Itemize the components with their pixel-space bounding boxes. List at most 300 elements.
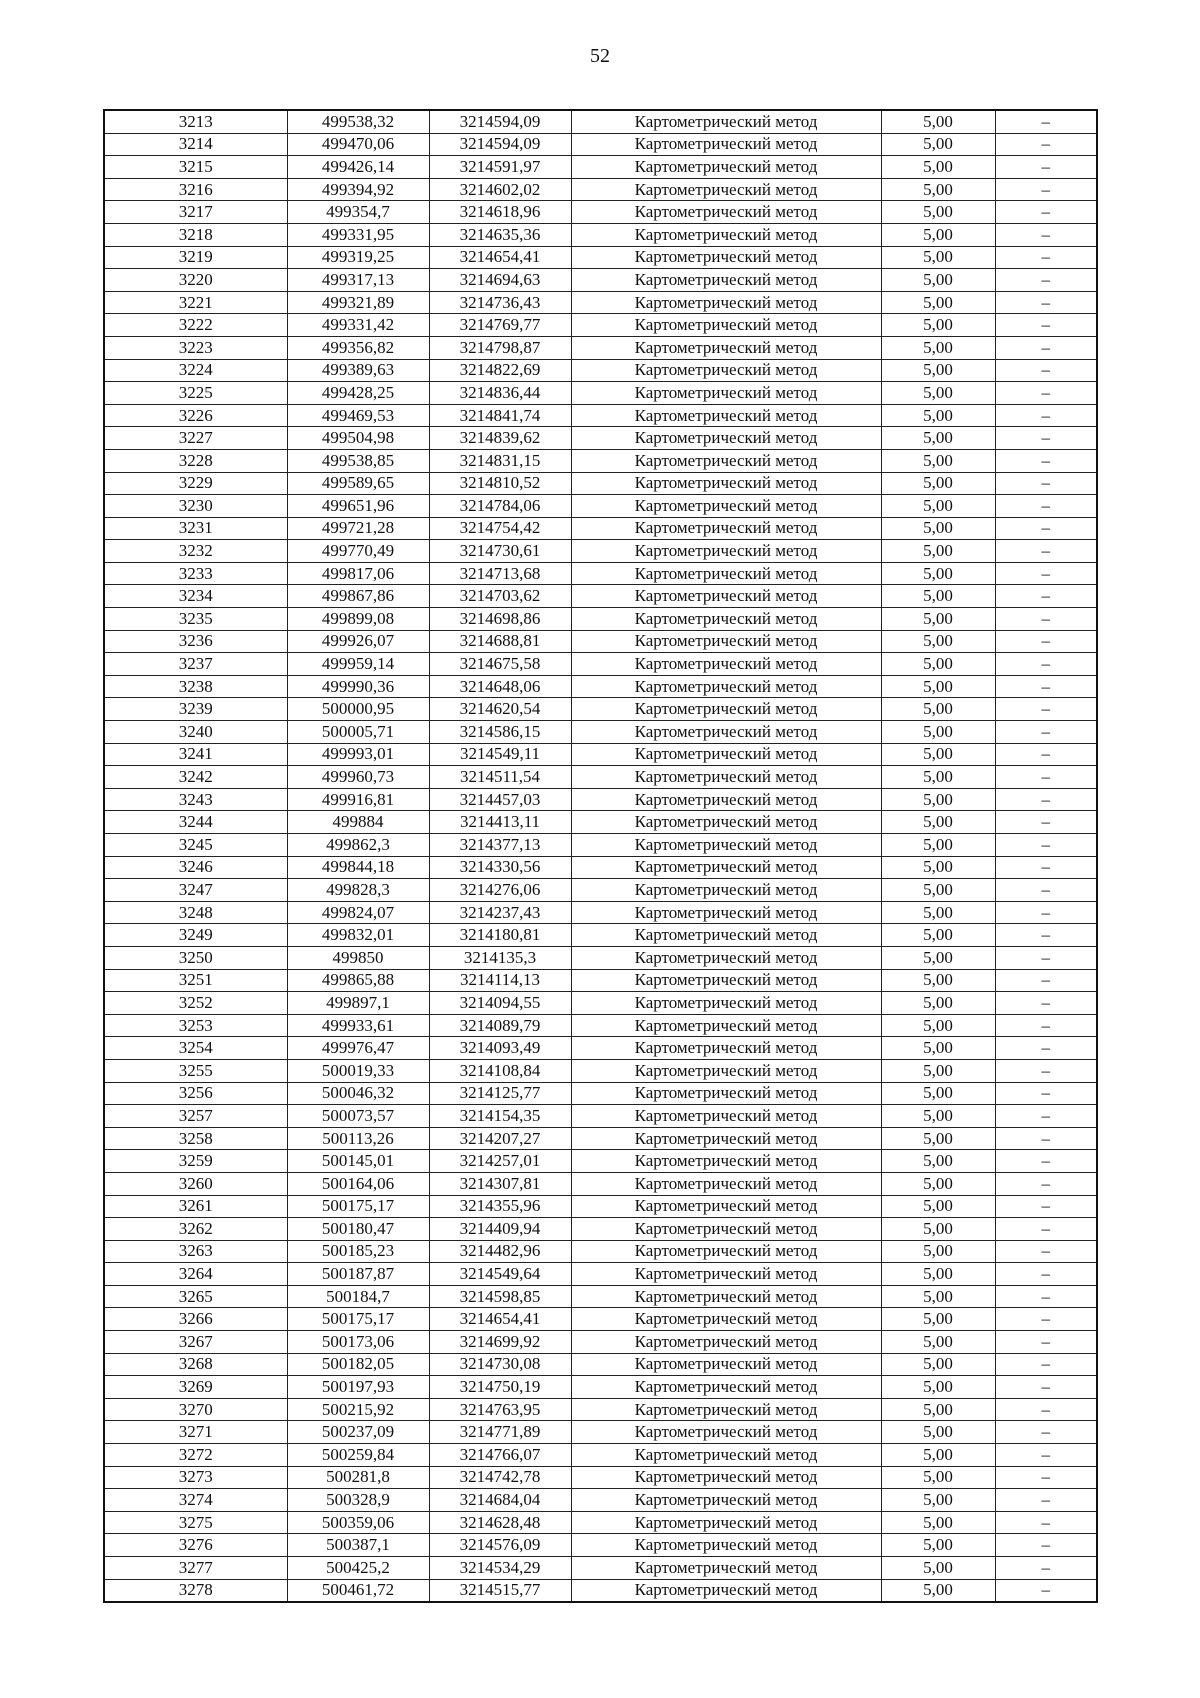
y-coordinate-cell: 3214237,43 — [429, 901, 571, 924]
method-cell: Картометрический метод — [571, 901, 881, 924]
error-cell: 5,00 — [881, 924, 995, 947]
method-cell: Картометрический метод — [571, 246, 881, 269]
error-cell: 5,00 — [881, 721, 995, 744]
note-cell: – — [995, 879, 1097, 902]
x-coordinate-cell: 499319,25 — [287, 246, 429, 269]
note-cell: – — [995, 1218, 1097, 1241]
table-row — [104, 675, 1097, 698]
y-coordinate-cell: 3214180,81 — [429, 924, 571, 947]
table-row — [104, 314, 1097, 337]
error-cell: 5,00 — [881, 1466, 995, 1489]
error-cell: 5,00 — [881, 178, 995, 201]
y-coordinate-cell: 3214798,87 — [429, 336, 571, 359]
method-cell: Картометрический метод — [571, 110, 881, 133]
table-row — [104, 404, 1097, 427]
note-cell: – — [995, 562, 1097, 585]
point-number-cell: 3223 — [104, 336, 287, 359]
error-cell: 5,00 — [881, 404, 995, 427]
y-coordinate-cell: 3214766,07 — [429, 1444, 571, 1467]
x-coordinate-cell: 499331,95 — [287, 223, 429, 246]
error-cell: 5,00 — [881, 1489, 995, 1512]
x-coordinate-cell: 500359,06 — [287, 1511, 429, 1534]
point-number-cell: 3231 — [104, 517, 287, 540]
y-coordinate-cell: 3214736,43 — [429, 291, 571, 314]
table-row — [104, 1308, 1097, 1331]
method-cell: Картометрический метод — [571, 472, 881, 495]
point-number-cell: 3249 — [104, 924, 287, 947]
note-cell: – — [995, 924, 1097, 947]
y-coordinate-cell: 3214355,96 — [429, 1195, 571, 1218]
point-number-cell: 3234 — [104, 585, 287, 608]
y-coordinate-cell: 3214742,78 — [429, 1466, 571, 1489]
note-cell: – — [995, 1421, 1097, 1444]
y-coordinate-cell: 3214836,44 — [429, 382, 571, 405]
table-row — [104, 1534, 1097, 1557]
note-cell: – — [995, 1037, 1097, 1060]
y-coordinate-cell: 3214654,41 — [429, 246, 571, 269]
method-cell: Картометрический метод — [571, 1127, 881, 1150]
y-coordinate-cell: 3214694,63 — [429, 269, 571, 292]
method-cell: Картометрический метод — [571, 879, 881, 902]
y-coordinate-cell: 3214549,11 — [429, 743, 571, 766]
table-row — [104, 495, 1097, 518]
point-number-cell: 3217 — [104, 201, 287, 224]
x-coordinate-cell: 499850 — [287, 946, 429, 969]
y-coordinate-cell: 3214784,06 — [429, 495, 571, 518]
y-coordinate-cell: 3214750,19 — [429, 1376, 571, 1399]
x-coordinate-cell: 499470,06 — [287, 133, 429, 156]
point-number-cell: 3227 — [104, 427, 287, 450]
note-cell: – — [995, 969, 1097, 992]
point-number-cell: 3244 — [104, 811, 287, 834]
error-cell: 5,00 — [881, 879, 995, 902]
x-coordinate-cell: 500185,23 — [287, 1240, 429, 1263]
error-cell: 5,00 — [881, 1376, 995, 1399]
point-number-cell: 3245 — [104, 834, 287, 857]
note-cell: – — [995, 404, 1097, 427]
point-number-cell: 3236 — [104, 630, 287, 653]
x-coordinate-cell: 500197,93 — [287, 1376, 429, 1399]
error-cell: 5,00 — [881, 1014, 995, 1037]
error-cell: 5,00 — [881, 946, 995, 969]
method-cell: Картометрический метод — [571, 1511, 881, 1534]
y-coordinate-cell: 3214654,41 — [429, 1308, 571, 1331]
method-cell: Картометрический метод — [571, 675, 881, 698]
y-coordinate-cell: 3214730,08 — [429, 1353, 571, 1376]
x-coordinate-cell: 499817,06 — [287, 562, 429, 585]
method-cell: Картометрический метод — [571, 1037, 881, 1060]
method-cell: Картометрический метод — [571, 336, 881, 359]
x-coordinate-cell: 499959,14 — [287, 653, 429, 676]
error-cell: 5,00 — [881, 495, 995, 518]
note-cell: – — [995, 608, 1097, 631]
table-row — [104, 1331, 1097, 1354]
point-number-cell: 3252 — [104, 992, 287, 1015]
method-cell: Картометрический метод — [571, 427, 881, 450]
point-number-cell: 3226 — [104, 404, 287, 427]
error-cell: 5,00 — [881, 1444, 995, 1467]
point-number-cell: 3257 — [104, 1105, 287, 1128]
note-cell: – — [995, 856, 1097, 879]
method-cell: Картометрический метод — [571, 992, 881, 1015]
error-cell: 5,00 — [881, 1150, 995, 1173]
point-number-cell: 3239 — [104, 698, 287, 721]
method-cell: Картометрический метод — [571, 834, 881, 857]
method-cell: Картометрический метод — [571, 946, 881, 969]
point-number-cell: 3276 — [104, 1534, 287, 1557]
method-cell: Картометрический метод — [571, 269, 881, 292]
error-cell: 5,00 — [881, 653, 995, 676]
table-row — [104, 1105, 1097, 1128]
method-cell: Картометрический метод — [571, 1579, 881, 1602]
error-cell: 5,00 — [881, 1285, 995, 1308]
x-coordinate-cell: 499356,82 — [287, 336, 429, 359]
y-coordinate-cell: 3214648,06 — [429, 675, 571, 698]
x-coordinate-cell: 499504,98 — [287, 427, 429, 450]
method-cell: Картометрический метод — [571, 1534, 881, 1557]
error-cell: 5,00 — [881, 1059, 995, 1082]
error-cell: 5,00 — [881, 585, 995, 608]
x-coordinate-cell: 500005,71 — [287, 721, 429, 744]
note-cell: – — [995, 1127, 1097, 1150]
point-number-cell: 3232 — [104, 540, 287, 563]
error-cell: 5,00 — [881, 540, 995, 563]
x-coordinate-cell: 500425,2 — [287, 1557, 429, 1580]
table-row — [104, 1059, 1097, 1082]
table-row — [104, 291, 1097, 314]
y-coordinate-cell: 3214511,54 — [429, 766, 571, 789]
x-coordinate-cell: 500259,84 — [287, 1444, 429, 1467]
y-coordinate-cell: 3214534,29 — [429, 1557, 571, 1580]
table-row — [104, 1285, 1097, 1308]
error-cell: 5,00 — [881, 1037, 995, 1060]
table-row — [104, 1082, 1097, 1105]
x-coordinate-cell: 500173,06 — [287, 1331, 429, 1354]
y-coordinate-cell: 3214576,09 — [429, 1534, 571, 1557]
error-cell: 5,00 — [881, 223, 995, 246]
note-cell: – — [995, 766, 1097, 789]
y-coordinate-cell: 3214413,11 — [429, 811, 571, 834]
y-coordinate-cell: 3214713,68 — [429, 562, 571, 585]
point-number-cell: 3243 — [104, 788, 287, 811]
method-cell: Картометрический метод — [571, 1376, 881, 1399]
note-cell: – — [995, 336, 1097, 359]
table-row — [104, 1557, 1097, 1580]
error-cell: 5,00 — [881, 269, 995, 292]
note-cell: – — [995, 743, 1097, 766]
table-row — [104, 946, 1097, 969]
point-number-cell: 3221 — [104, 291, 287, 314]
error-cell: 5,00 — [881, 1398, 995, 1421]
x-coordinate-cell: 499865,88 — [287, 969, 429, 992]
x-coordinate-cell: 499828,3 — [287, 879, 429, 902]
table-row — [104, 1218, 1097, 1241]
point-number-cell: 3275 — [104, 1511, 287, 1534]
point-number-cell: 3242 — [104, 766, 287, 789]
table-row — [104, 585, 1097, 608]
point-number-cell: 3270 — [104, 1398, 287, 1421]
x-coordinate-cell: 499867,86 — [287, 585, 429, 608]
x-coordinate-cell: 499469,53 — [287, 404, 429, 427]
table-row — [104, 1444, 1097, 1467]
point-number-cell: 3261 — [104, 1195, 287, 1218]
table-row — [104, 698, 1097, 721]
y-coordinate-cell: 3214089,79 — [429, 1014, 571, 1037]
method-cell: Картометрический метод — [571, 1059, 881, 1082]
method-cell: Картометрический метод — [571, 1240, 881, 1263]
error-cell: 5,00 — [881, 336, 995, 359]
method-cell: Картометрический метод — [571, 178, 881, 201]
point-number-cell: 3224 — [104, 359, 287, 382]
table-row — [104, 449, 1097, 472]
note-cell: – — [995, 1082, 1097, 1105]
error-cell: 5,00 — [881, 156, 995, 179]
y-coordinate-cell: 3214457,03 — [429, 788, 571, 811]
error-cell: 5,00 — [881, 608, 995, 631]
x-coordinate-cell: 500113,26 — [287, 1127, 429, 1150]
point-number-cell: 3230 — [104, 495, 287, 518]
point-number-cell: 3218 — [104, 223, 287, 246]
point-number-cell: 3216 — [104, 178, 287, 201]
point-number-cell: 3258 — [104, 1127, 287, 1150]
method-cell: Картометрический метод — [571, 223, 881, 246]
y-coordinate-cell: 3214771,89 — [429, 1421, 571, 1444]
error-cell: 5,00 — [881, 1240, 995, 1263]
method-cell: Картометрический метод — [571, 1466, 881, 1489]
method-cell: Картометрический метод — [571, 1263, 881, 1286]
note-cell: – — [995, 110, 1097, 133]
error-cell: 5,00 — [881, 698, 995, 721]
note-cell: – — [995, 1579, 1097, 1602]
error-cell: 5,00 — [881, 133, 995, 156]
method-cell: Картометрический метод — [571, 359, 881, 382]
error-cell: 5,00 — [881, 201, 995, 224]
error-cell: 5,00 — [881, 675, 995, 698]
note-cell: – — [995, 811, 1097, 834]
y-coordinate-cell: 3214763,95 — [429, 1398, 571, 1421]
method-cell: Картометрический метод — [571, 766, 881, 789]
point-number-cell: 3267 — [104, 1331, 287, 1354]
note-cell: – — [995, 1014, 1097, 1037]
y-coordinate-cell: 3214108,84 — [429, 1059, 571, 1082]
table-row — [104, 472, 1097, 495]
point-number-cell: 3256 — [104, 1082, 287, 1105]
y-coordinate-cell: 3214688,81 — [429, 630, 571, 653]
table-row — [104, 1398, 1097, 1421]
error-cell: 5,00 — [881, 1331, 995, 1354]
y-coordinate-cell: 3214594,09 — [429, 133, 571, 156]
x-coordinate-cell: 500175,17 — [287, 1195, 429, 1218]
error-cell: 5,00 — [881, 788, 995, 811]
y-coordinate-cell: 3214207,27 — [429, 1127, 571, 1150]
y-coordinate-cell: 3214675,58 — [429, 653, 571, 676]
error-cell: 5,00 — [881, 1195, 995, 1218]
note-cell: – — [995, 585, 1097, 608]
point-number-cell: 3254 — [104, 1037, 287, 1060]
point-number-cell: 3264 — [104, 1263, 287, 1286]
note-cell: – — [995, 1466, 1097, 1489]
method-cell: Картометрический метод — [571, 1285, 881, 1308]
x-coordinate-cell: 499960,73 — [287, 766, 429, 789]
table-row — [104, 517, 1097, 540]
x-coordinate-cell: 499394,92 — [287, 178, 429, 201]
note-cell: – — [995, 946, 1097, 969]
x-coordinate-cell: 500184,7 — [287, 1285, 429, 1308]
point-number-cell: 3250 — [104, 946, 287, 969]
table-row — [104, 427, 1097, 450]
point-number-cell: 3247 — [104, 879, 287, 902]
y-coordinate-cell: 3214810,52 — [429, 472, 571, 495]
table-row — [104, 811, 1097, 834]
note-cell: – — [995, 653, 1097, 676]
x-coordinate-cell: 499770,49 — [287, 540, 429, 563]
table-row — [104, 1172, 1097, 1195]
error-cell: 5,00 — [881, 1557, 995, 1580]
method-cell: Картометрический метод — [571, 1172, 881, 1195]
table-row — [104, 540, 1097, 563]
y-coordinate-cell: 3214769,77 — [429, 314, 571, 337]
table-row — [104, 969, 1097, 992]
table-row — [104, 269, 1097, 292]
method-cell: Картометрический метод — [571, 608, 881, 631]
error-cell: 5,00 — [881, 291, 995, 314]
y-coordinate-cell: 3214628,48 — [429, 1511, 571, 1534]
point-number-cell: 3246 — [104, 856, 287, 879]
table-row — [104, 359, 1097, 382]
point-number-cell: 3222 — [104, 314, 287, 337]
note-cell: – — [995, 201, 1097, 224]
method-cell: Картометрический метод — [571, 404, 881, 427]
point-number-cell: 3225 — [104, 382, 287, 405]
x-coordinate-cell: 500237,09 — [287, 1421, 429, 1444]
error-cell: 5,00 — [881, 1263, 995, 1286]
table-row — [104, 788, 1097, 811]
error-cell: 5,00 — [881, 246, 995, 269]
y-coordinate-cell: 3214831,15 — [429, 449, 571, 472]
x-coordinate-cell: 499976,47 — [287, 1037, 429, 1060]
error-cell: 5,00 — [881, 110, 995, 133]
x-coordinate-cell: 500175,17 — [287, 1308, 429, 1331]
error-cell: 5,00 — [881, 811, 995, 834]
method-cell: Картометрический метод — [571, 630, 881, 653]
table-row — [104, 630, 1097, 653]
table-row — [104, 336, 1097, 359]
table-row — [104, 110, 1097, 133]
y-coordinate-cell: 3214635,36 — [429, 223, 571, 246]
table-row — [104, 924, 1097, 947]
table-row — [104, 608, 1097, 631]
x-coordinate-cell: 499589,65 — [287, 472, 429, 495]
error-cell: 5,00 — [881, 856, 995, 879]
method-cell: Картометрический метод — [571, 1421, 881, 1444]
note-cell: – — [995, 698, 1097, 721]
x-coordinate-cell: 500000,95 — [287, 698, 429, 721]
x-coordinate-cell: 500281,8 — [287, 1466, 429, 1489]
point-number-cell: 3255 — [104, 1059, 287, 1082]
method-cell: Картометрический метод — [571, 856, 881, 879]
point-number-cell: 3269 — [104, 1376, 287, 1399]
x-coordinate-cell: 499721,28 — [287, 517, 429, 540]
table-row — [104, 133, 1097, 156]
y-coordinate-cell: 3214114,13 — [429, 969, 571, 992]
point-number-cell: 3265 — [104, 1285, 287, 1308]
note-cell: – — [995, 517, 1097, 540]
method-cell: Картометрический метод — [571, 969, 881, 992]
y-coordinate-cell: 3214602,02 — [429, 178, 571, 201]
x-coordinate-cell: 499824,07 — [287, 901, 429, 924]
error-cell: 5,00 — [881, 1105, 995, 1128]
point-number-cell: 3263 — [104, 1240, 287, 1263]
table-row — [104, 1240, 1097, 1263]
method-cell: Картометрический метод — [571, 1150, 881, 1173]
y-coordinate-cell: 3214125,77 — [429, 1082, 571, 1105]
y-coordinate-cell: 3214135,3 — [429, 946, 571, 969]
point-number-cell: 3233 — [104, 562, 287, 585]
x-coordinate-cell: 500387,1 — [287, 1534, 429, 1557]
y-coordinate-cell: 3214754,42 — [429, 517, 571, 540]
y-coordinate-cell: 3214591,97 — [429, 156, 571, 179]
point-number-cell: 3215 — [104, 156, 287, 179]
point-number-cell: 3253 — [104, 1014, 287, 1037]
y-coordinate-cell: 3214409,94 — [429, 1218, 571, 1241]
note-cell: – — [995, 246, 1097, 269]
y-coordinate-cell: 3214307,81 — [429, 1172, 571, 1195]
table-row — [104, 562, 1097, 585]
y-coordinate-cell: 3214549,64 — [429, 1263, 571, 1286]
x-coordinate-cell: 499331,42 — [287, 314, 429, 337]
x-coordinate-cell: 499916,81 — [287, 788, 429, 811]
y-coordinate-cell: 3214330,56 — [429, 856, 571, 879]
note-cell: – — [995, 992, 1097, 1015]
note-cell: – — [995, 1376, 1097, 1399]
table-row — [104, 1489, 1097, 1512]
x-coordinate-cell: 499426,14 — [287, 156, 429, 179]
x-coordinate-cell: 500182,05 — [287, 1353, 429, 1376]
table-row — [104, 992, 1097, 1015]
y-coordinate-cell: 3214841,74 — [429, 404, 571, 427]
note-cell: – — [995, 675, 1097, 698]
table-row — [104, 1466, 1097, 1489]
x-coordinate-cell: 499899,08 — [287, 608, 429, 631]
x-coordinate-cell: 499354,7 — [287, 201, 429, 224]
point-number-cell: 3235 — [104, 608, 287, 631]
x-coordinate-cell: 500145,01 — [287, 1150, 429, 1173]
method-cell: Картометрический метод — [571, 201, 881, 224]
method-cell: Картометрический метод — [571, 291, 881, 314]
method-cell: Картометрический метод — [571, 540, 881, 563]
point-number-cell: 3251 — [104, 969, 287, 992]
error-cell: 5,00 — [881, 562, 995, 585]
point-number-cell: 3272 — [104, 1444, 287, 1467]
y-coordinate-cell: 3214377,13 — [429, 834, 571, 857]
point-number-cell: 3214 — [104, 133, 287, 156]
y-coordinate-cell: 3214620,54 — [429, 698, 571, 721]
error-cell: 5,00 — [881, 1511, 995, 1534]
note-cell: – — [995, 1263, 1097, 1286]
method-cell: Картометрический метод — [571, 1398, 881, 1421]
error-cell: 5,00 — [881, 449, 995, 472]
method-cell: Картометрический метод — [571, 653, 881, 676]
point-number-cell: 3213 — [104, 110, 287, 133]
x-coordinate-cell: 500164,06 — [287, 1172, 429, 1195]
y-coordinate-cell: 3214684,04 — [429, 1489, 571, 1512]
note-cell: – — [995, 1489, 1097, 1512]
x-coordinate-cell: 499428,25 — [287, 382, 429, 405]
x-coordinate-cell: 499897,1 — [287, 992, 429, 1015]
method-cell: Картометрический метод — [571, 1353, 881, 1376]
x-coordinate-cell: 499832,01 — [287, 924, 429, 947]
table-row — [104, 246, 1097, 269]
